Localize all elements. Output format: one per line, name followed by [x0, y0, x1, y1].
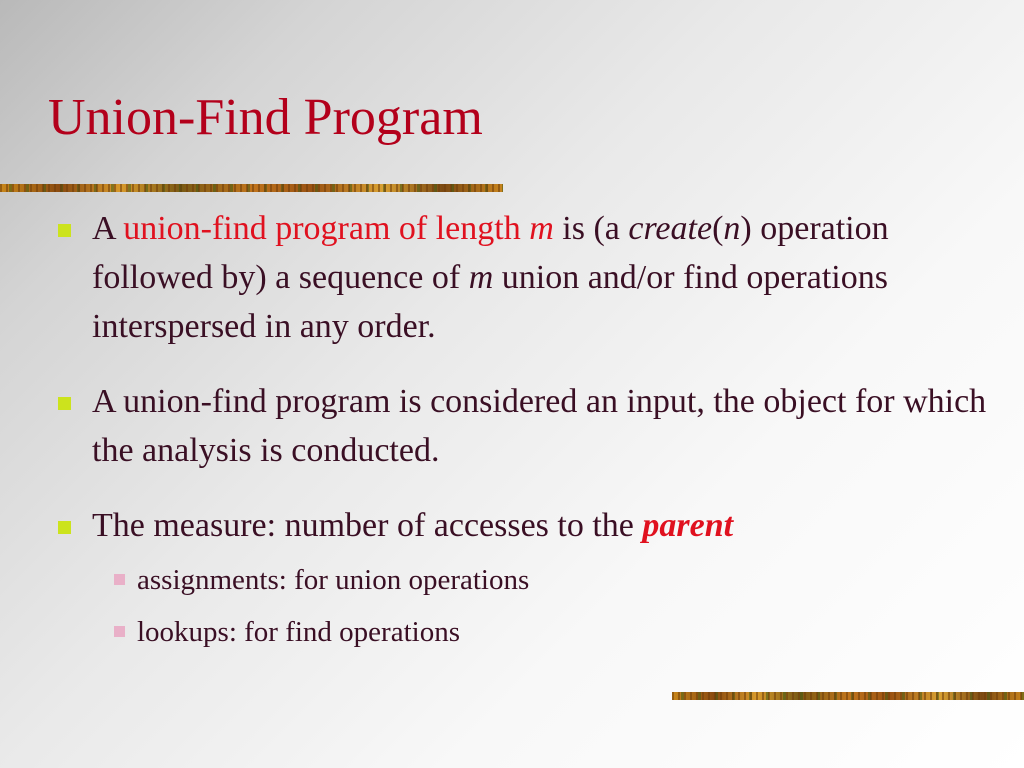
sub-bullet-list: [92, 554, 996, 658]
variable-n: n: [723, 210, 741, 247]
bullet-marker: [58, 397, 71, 410]
bullet-item: [56, 501, 996, 658]
bullet-text-part: ): [740, 210, 752, 247]
bullet-text-part: (: [712, 210, 724, 247]
bullet-item: [56, 377, 996, 475]
variable-m: m: [529, 210, 554, 247]
footer-divider: [672, 692, 1024, 700]
sub-bullet-marker: [114, 574, 125, 585]
variable-m: m: [468, 259, 494, 296]
bullet-item: [56, 204, 996, 351]
bullet-list: [56, 204, 996, 658]
emphasis-parent: parent: [642, 507, 734, 544]
bullet-marker: [58, 521, 71, 534]
function-create: create: [628, 210, 713, 247]
bullet-text-part: A: [92, 210, 124, 247]
highlighted-term: union-find program of length: [123, 210, 521, 247]
sub-bullet-item: [92, 554, 996, 606]
slide-title: Union-Find Program: [48, 89, 483, 146]
bullet-text: The measure: number of accesses to the: [92, 507, 643, 544]
sub-bullet-text: assignments: for union operations: [137, 564, 530, 596]
title-divider: [0, 184, 503, 192]
bullet-marker: [58, 224, 71, 237]
sub-bullet-marker: [114, 626, 125, 637]
sub-bullet-text: lookups: for find operations: [137, 616, 460, 648]
sub-bullet-item: [92, 606, 996, 658]
bullet-text-part: union and/or find operations interspersed in any order.: [92, 259, 888, 345]
bullet-text-part: is (a: [553, 210, 629, 247]
bullet-text: A union-find program is considered an input, the object for which the analysis is conducted.: [92, 383, 987, 469]
bullet-text-part: [521, 210, 530, 247]
bullet-text-part: operation followed by) a sequence of: [92, 210, 889, 296]
